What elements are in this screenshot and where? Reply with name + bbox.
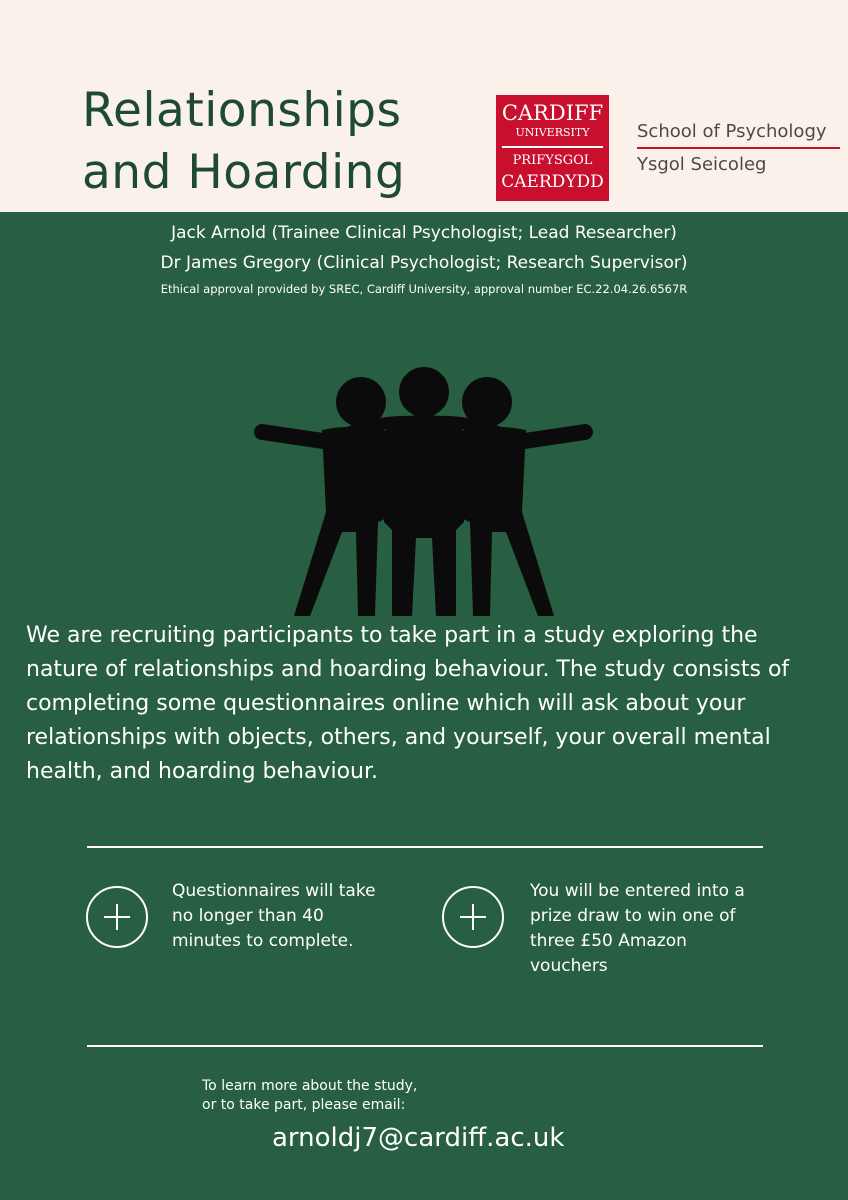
school-name-english: School of Psychology [637,121,827,142]
divider-top [87,846,763,848]
logo-line-caerdydd: CAERDYDD [501,172,604,192]
research-supervisor: Dr James Gregory (Clinical Psychologist; Research Supervisor) [160,253,688,273]
school-name-rule [637,147,840,149]
cardiff-university-logo [496,95,609,201]
lead-researcher: Jack Arnold (Trainee Clinical Psychologist; Lead Researcher) [171,223,677,243]
logo-divider [502,146,603,148]
title-line-1: Relationships [82,83,402,138]
contact-prompt: To learn more about the study, or to take part, please email: [202,1078,418,1113]
header-band [0,0,848,212]
logo-line-university: UNIVERSITY [515,126,590,139]
divider-bottom [87,1045,763,1047]
page-title [82,80,405,204]
title-line-2: and Hoarding [82,145,406,200]
ethical-approval: Ethical approval provided by SREC, Cardiff University, approval number EC.22.04.26.6567R [160,282,688,296]
logo-line-prifysgol: PRIFYSGOL [512,153,593,168]
plus-circle-icon [442,886,504,948]
school-name [637,120,840,177]
feature-duration: Questionnaires will take no longer than 40 minutes to complete. [172,881,376,951]
three-people-embracing-icon [250,362,600,622]
contact-email[interactable]: arnoldj7@cardiff.ac.uk [272,1123,565,1153]
plus-circle-icon [86,886,148,948]
school-name-welsh: Ysgol Seicoleg [637,154,767,175]
study-description: We are recruiting participants to take part in a study exploring the nature of relationships and hoarding behaviour. The study consists of completing some questionnaires online which will ask about your relationships with objects, others, and yourself, your overall mental health, and hoarding behaviour. [26,623,790,784]
feature-prize-draw: You will be entered into a prize draw to win one of three £50 Amazon vouchers [530,881,745,976]
logo-line-cardiff: CARDIFF [501,101,604,125]
